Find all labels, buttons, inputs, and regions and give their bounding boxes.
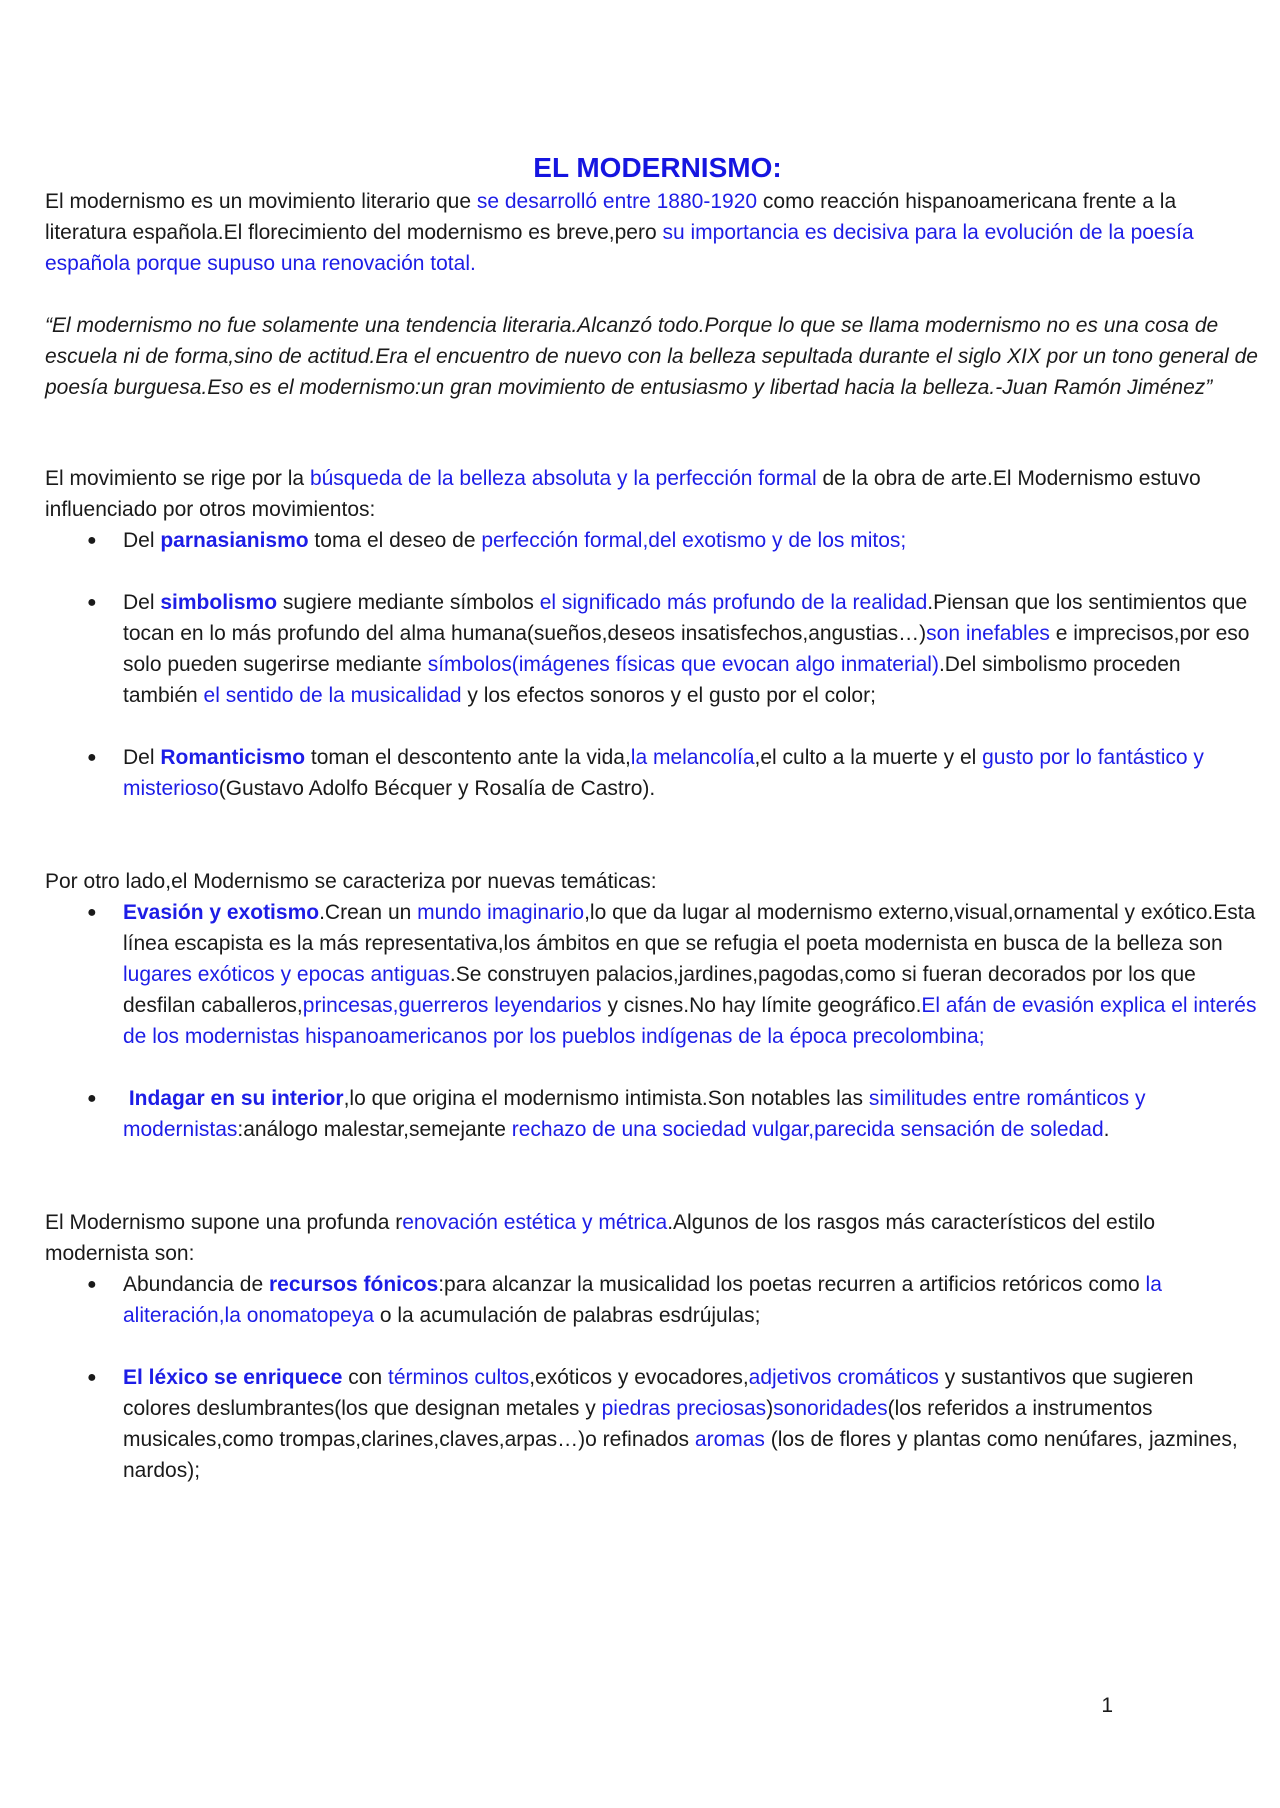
list-item-romanticismo: ● Del Romanticismo toman el descontento ante la vida,la melancolía,el culto a la muerte y el gusto por lo fantástico y misterioso(Gustavo Adolfo Bécquer y Rosalía de Castro).: [45, 742, 1260, 804]
list-item-recursos-fonicos: ● Abundancia de recursos fónicos:para alcanzar la musicalidad los poetas recurren a artificios retóricos como la aliteración,la onomatopeya o la acumulación de palabras esdrújulas;: [45, 1269, 1260, 1331]
themes-intro: Por otro lado,el Modernismo se caracteriza por nuevas temáticas:: [45, 870, 657, 893]
page-title: EL MODERNISMO:: [533, 152, 782, 183]
list-item-interior: ● Indagar en su interior,lo que origina el modernismo intimista.Son notables las similitudes entre románticos y modernistas:análogo malestar,semejante rechazo de una sociedad vulgar,parecida sensación de soledad.: [45, 1083, 1260, 1145]
intro-paragraph: El modernismo es un movimiento literario que se desarrolló entre 1880-1920 como reacción hispanoamericana frente a la literatura española.El florecimiento del modernismo es breve,pero su importancia es decisiva para la evolución de la poesía española porque supuso una renovación total.: [45, 190, 1194, 275]
influences-list: [45, 525, 1260, 804]
bullet-icon: ●: [87, 749, 97, 766]
list-item-parnasianismo: ● Del parnasianismo toma el deseo de perfección formal,del exotismo y de los mitos;: [45, 525, 1260, 556]
influences-paragraph: El movimiento se rige por la búsqueda de la belleza absoluta y la perfección formal de la obra de arte.El Modernismo estuvo influenciado por otros movimientos:: [45, 467, 1201, 521]
bullet-icon: ●: [87, 904, 97, 921]
bullet-icon: ●: [87, 532, 97, 549]
bullet-icon: ●: [87, 1276, 97, 1293]
style-list: [45, 1269, 1260, 1486]
themes-list: [45, 897, 1260, 1145]
page-number: 1: [1101, 1694, 1113, 1717]
bullet-icon: ●: [87, 1090, 97, 1107]
jimenez-quote: “El modernismo no fue solamente una tendencia literaria.Alcanzó todo.Porque lo que se llama modernismo no es una cosa de escuela ni de forma,sino de actitud.Era el encuentro de nuevo con la belleza sepultada durante el siglo XIX por un tono general de poesía burguesa.Eso es el modernismo:un gran movimiento de entusiasmo y libertad hacia la belleza.-Juan Ramón Jiménez”: [45, 314, 1258, 399]
document-content: [45, 150, 1260, 1486]
bullet-icon: ●: [87, 594, 97, 611]
bullet-icon: ●: [87, 1369, 97, 1386]
style-paragraph: El Modernismo supone una profunda renovación estética y métrica.Algunos de los rasgos más característicos del estilo modernista son:: [45, 1211, 1156, 1265]
list-item-evasion: ● Evasión y exotismo.Crean un mundo imaginario,lo que da lugar al modernismo externo,visual,ornamental y exótico.Esta línea escapista es la más representativa,los ámbitos en que se refugia el poeta modernista en busca de la belleza son lugares exóticos y epocas antiguas.Se construyen palacios,jardines,pagodas,como si fueran decorados por los que desfilan caballeros,princesas,guerreros leyendarios y cisnes.No hay límite geográfico.El afán de evasión explica el interés de los modernistas hispanoamericanos por los pueblos indígenas de la época precolombina;: [45, 897, 1260, 1052]
list-item-simbolismo: ● Del simbolismo sugiere mediante símbolos el significado más profundo de la realidad.Piensan que los sentimientos que tocan en lo más profundo del alma humana(sueños,deseos insatisfechos,angustias…)son inefables e imprecisos,por eso solo pueden sugerirse mediante símbolos(imágenes físicas que evocan algo inmaterial).Del simbolismo proceden también el sentido de la musicalidad y los efectos sonoros y el gusto por el color;: [45, 587, 1260, 711]
list-item-lexico: ● El léxico se enriquece con términos cultos,exóticos y evocadores,adjetivos cromáticos y sustantivos que sugieren colores deslumbrantes(los que designan metales y piedras preciosas)sonoridades(los referidos a instrumentos musicales,como trompas,clarines,claves,arpas…)o refinados aromas (los de flores y plantas como nenúfares, jazmines, nardos);: [45, 1362, 1260, 1486]
